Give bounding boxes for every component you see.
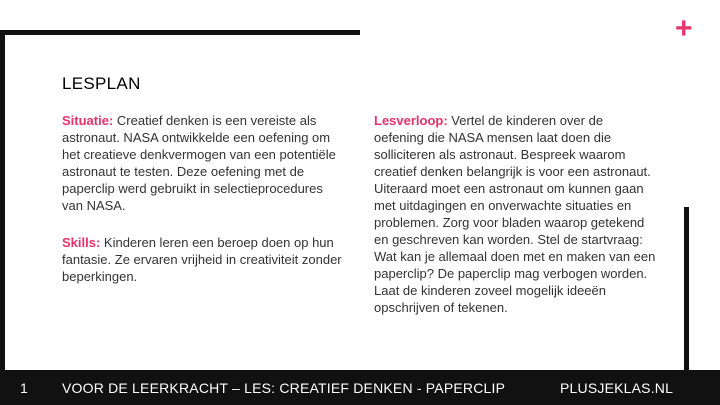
plus-logo-icon: + [675,12,693,45]
skills-paragraph [62,234,342,285]
footer-subtitle: VOOR DE LEERKRACHT – LES: CREATIEF DENKEN - PAPERCLIP [62,380,506,396]
left-border-line [0,30,5,370]
left-column [62,112,342,285]
lesson-flow-label: Lesverloop: [374,113,448,128]
page-number: 1 [20,380,28,396]
site-link[interactable]: PLUSJEKLAS.NL [560,380,674,396]
lesson-flow-text: Vertel de kinderen over de oefening die NASA mensen laat doen die solliciteren als astronaut. Bespreek waarom creatief denken belangrijk is voor een astronaut. Uiteraard moet een astronaut om kunnen gaan met uitdagingen en onverwachte situaties en problemen. Zorg voor bladen waarop getekend en geschreven kan worden. Stel de startvraag: Wat kan je allemaal doen met en maken van een paperclip? De paperclip mag verbogen worden. Laat de kinderen zoveel mogelijk ideeën opschrijven of tekenen. [374,113,656,315]
right-border-line [684,207,689,370]
right-column [374,112,656,316]
skills-label: Skills: [62,235,101,250]
top-border-line [0,30,360,35]
situation-paragraph [62,112,342,214]
footer-bar [0,370,720,405]
situation-label: Situatie: [62,113,114,128]
lesson-flow-paragraph [374,112,656,316]
skills-text: Kinderen leren een beroep doen op hun fantasie. Ze ervaren vrijheid in creativiteit zonder beperkingen. [62,235,342,284]
page-title: LESPLAN [62,74,141,93]
situation-text: Creatief denken is een vereiste als astronaut. NASA ontwikkelde een oefening om het creatieve denkvermogen van een potentiële astronaut te testen. Deze oefening met de paperclip werd gebruikt in selectieprocedures van NASA. [62,113,336,213]
